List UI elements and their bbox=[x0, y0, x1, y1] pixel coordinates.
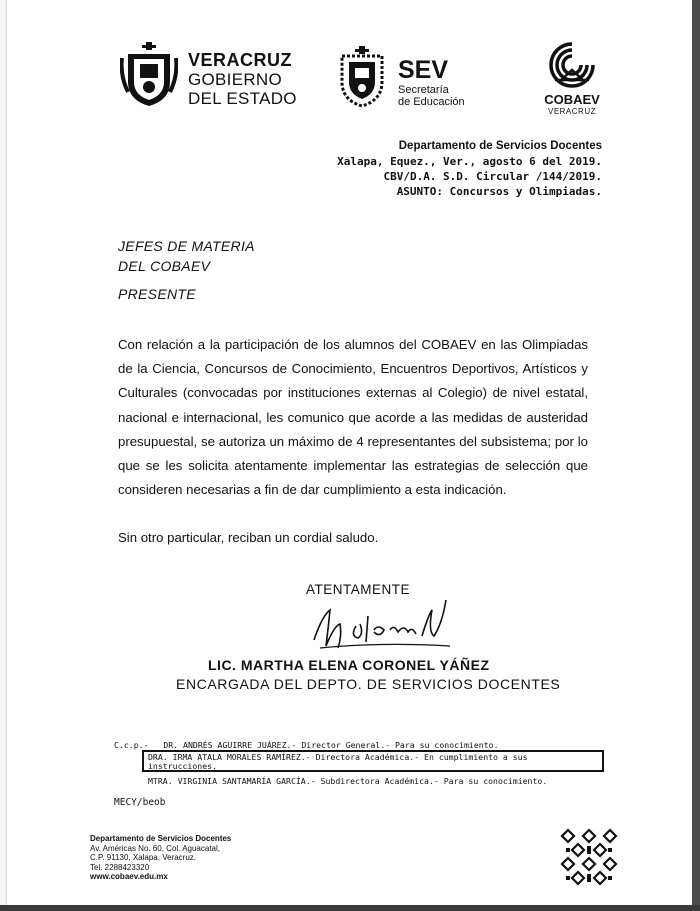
place-date: Xalapa, Equez., Ver., agosto 6 del 2019. bbox=[337, 155, 602, 168]
veracruz-logo bbox=[120, 42, 300, 112]
body-paragraph: Con relación a la participación de los alumnos del COBAEV en las Olimpiadas de la Ciencia, Concursos de Conocimiento, Encuentros Deportivos, Artísticos y Culturales (convocadas por instituciones externas al Colegio) de nivel estatal, nacional e internacional, les comunico que acorde a las medidas de austeridad presupuestal, se autoriza un máximo de 4 representantes del subsistema; por lo que se les solicita atentamente implementar las estrategias de selección que consideren necesarias a fin de dar cumplimiento a esta indicación. bbox=[118, 337, 588, 498]
sev-logo-name: SEV bbox=[398, 56, 449, 84]
addressee-line1: JEFES DE MATERIA bbox=[118, 238, 255, 254]
addressee-line2: DEL COBAEV bbox=[118, 258, 211, 274]
ccp-row bbox=[114, 740, 499, 750]
sev-logo-line1: Secretaría bbox=[398, 84, 449, 96]
handwritten-signature bbox=[300, 596, 460, 656]
veracruz-shield-icon bbox=[120, 42, 178, 108]
circular-reference: CBV/D.A. S.D. Circular /144/2019. bbox=[383, 170, 602, 183]
ccp-entry: MTRA. VIRGINIA SANTAMARÍA GARCÍA.- Subdirectora Académica.- Para su conocimiento. bbox=[148, 776, 548, 786]
veracruz-logo-line1: VERACRUZ bbox=[188, 50, 293, 70]
cobaev-logo-sub: VERACRUZ bbox=[547, 107, 596, 116]
scan-left-edge bbox=[0, 0, 7, 911]
subject-line bbox=[337, 184, 602, 199]
scan-bottom-edge bbox=[0, 905, 700, 911]
scan-right-edge bbox=[692, 0, 700, 911]
cobaev-logo-name: COBAEV bbox=[544, 92, 600, 107]
department-name: Departamento de Servicios Docentes bbox=[398, 140, 602, 152]
subject-label: ASUNTO: bbox=[396, 185, 444, 198]
ccp-entry: DRA. IRMA ATALA MORALES RAMÍREZ.- Directora Académica.- En cumplimiento a sus instrucciones. bbox=[148, 752, 528, 771]
initials: MECY/beob bbox=[114, 797, 166, 808]
signer-name: LIC. MARTHA ELENA CORONEL YÁÑEZ bbox=[208, 657, 490, 673]
sev-logo-line2: de Educación bbox=[398, 96, 465, 108]
footer-address bbox=[90, 834, 231, 882]
footer-city: C.P. 91130, Xalapa, Veracruz. bbox=[90, 853, 196, 862]
sev-shield-icon bbox=[336, 46, 388, 108]
closing-line: Sin otro particular, reciban un cordial saludo. bbox=[118, 530, 379, 545]
ccp-label: C.c.p.- bbox=[114, 740, 149, 750]
signer-title: ENCARGADA DEL DEPTO. DE SERVICIOS DOCENTES bbox=[176, 676, 561, 692]
atentamente-label: ATENTAMENTE bbox=[306, 582, 411, 597]
subject-text: Concursos y Olimpiadas. bbox=[449, 185, 602, 198]
footer-phone: Tel. 2288423320 bbox=[90, 862, 150, 872]
decorative-pattern-icon bbox=[560, 826, 618, 890]
cobaev-logo bbox=[540, 40, 604, 122]
sev-logo bbox=[336, 46, 476, 112]
ccp-entry: DR. ANDRÉS AGUIRRE JUÁREZ.- Director General.- Para su conocimiento. bbox=[163, 740, 499, 750]
veracruz-logo-line3: DEL ESTADO bbox=[188, 89, 297, 108]
letter-header bbox=[337, 139, 602, 199]
presente-label: PRESENTE bbox=[118, 286, 196, 302]
cobaev-spiral-icon bbox=[547, 40, 597, 90]
footer-street: Av. Américas No. 60, Col. Aguacatal, bbox=[90, 843, 220, 853]
veracruz-logo-line2: GOBIERNO bbox=[188, 70, 283, 89]
footer-department: Departamento de Servicios Docentes bbox=[90, 834, 232, 843]
footer-website: www.cobaev.edu.mx bbox=[90, 872, 168, 881]
addressee bbox=[118, 236, 255, 276]
